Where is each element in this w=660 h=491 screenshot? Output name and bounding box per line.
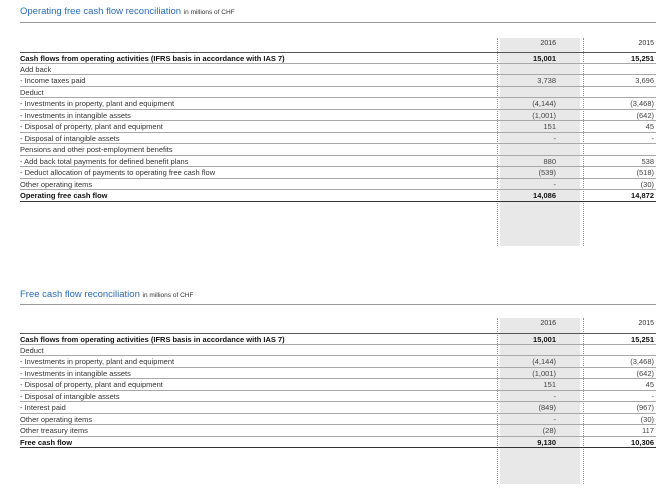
operating-fcf-section	[20, 6, 656, 246]
row-label: Add back	[20, 64, 52, 74]
value-2015: 10,306	[631, 437, 654, 447]
table-row	[20, 167, 656, 179]
value-2015: 14,872	[631, 191, 654, 200]
table-row	[20, 144, 656, 156]
value-2016: 9,130	[537, 437, 556, 447]
value-2015: 15,251	[631, 54, 654, 63]
row-label: - Disposal of intangible assets	[20, 391, 120, 401]
year-2016-header: 2016	[540, 320, 556, 327]
row-label: - Income taxes paid	[20, 76, 86, 85]
table-row	[20, 179, 656, 191]
table-row	[20, 133, 656, 145]
table-row	[20, 156, 656, 168]
row-label: Other operating items	[20, 414, 93, 424]
row-label: Deduct	[20, 87, 44, 97]
title-rule	[20, 22, 656, 23]
value-2016: -	[553, 391, 556, 401]
table-row	[20, 333, 656, 345]
free-cash-flow-table	[20, 333, 656, 448]
table-row	[20, 379, 656, 391]
table-row	[20, 425, 656, 437]
section-unit: in millions of CHF	[142, 292, 194, 299]
value-2016: -	[553, 179, 556, 189]
table-row	[20, 391, 656, 403]
value-2016: (28)	[542, 426, 556, 435]
table-row	[20, 190, 656, 202]
value-2015: (642)	[636, 368, 654, 378]
value-2015: 538	[641, 156, 654, 166]
row-label: Pensions and other post-employment benefits	[20, 145, 173, 154]
value-2016: 14,086	[533, 191, 556, 200]
table-row	[20, 52, 656, 64]
table-row	[20, 64, 656, 76]
table-row	[20, 110, 656, 122]
row-label: Operating free cash flow	[20, 191, 108, 200]
year-2015-header: 2015	[638, 40, 654, 47]
row-label: - Disposal of property, plant and equipment	[20, 380, 163, 389]
title-rule	[20, 304, 656, 305]
section-title	[20, 289, 193, 302]
table-row	[20, 368, 656, 380]
row-label: - Investments in intangible assets	[20, 110, 131, 120]
value-2016: (1,001)	[532, 368, 556, 378]
value-2015: (30)	[640, 414, 654, 424]
value-2015: (518)	[636, 168, 654, 177]
row-label: Free cash flow	[20, 437, 73, 447]
value-2016: 151	[543, 122, 556, 131]
value-2016: 880	[543, 156, 556, 166]
table-row	[20, 87, 656, 99]
value-2016: -	[553, 133, 556, 143]
value-2016: 15,001	[533, 54, 556, 63]
year-2015-header: 2015	[638, 320, 654, 327]
table-row	[20, 98, 656, 110]
value-2015: -	[651, 391, 654, 401]
value-2015: 45	[645, 380, 654, 389]
value-2015: -	[651, 133, 654, 143]
row-label: - Investments in property, plant and equipment	[20, 99, 175, 108]
value-2016: 15,001	[533, 335, 556, 344]
table-row	[20, 414, 656, 426]
value-2015: (967)	[636, 403, 654, 412]
value-2016: 3,738	[537, 76, 556, 85]
row-label: Deduct	[20, 345, 44, 355]
row-label: - Add back total payments for defined benefit plans	[20, 156, 189, 166]
operating-fcf-table	[20, 52, 656, 202]
value-2016: (4,144)	[532, 99, 556, 108]
value-2016: (4,144)	[532, 357, 556, 366]
table-row	[20, 402, 656, 414]
table-row	[20, 356, 656, 368]
value-2015: 15,251	[631, 335, 654, 344]
row-label: - Investments in intangible assets	[20, 368, 131, 378]
value-2015: (3,468)	[630, 99, 654, 108]
value-2016: -	[553, 414, 556, 424]
row-label: - Disposal of intangible assets	[20, 133, 120, 143]
row-label: Cash flows from operating activities (IFRS basis in accordance with IAS 7)	[20, 335, 285, 344]
row-label: - Deduct allocation of payments to operating free cash flow	[20, 168, 216, 177]
value-2015: (642)	[636, 110, 654, 120]
row-label: Other operating items	[20, 179, 93, 189]
table-row	[20, 437, 656, 449]
section-title-text: Operating free cash flow reconciliation	[20, 6, 182, 17]
value-2015: (3,468)	[630, 357, 654, 366]
table-row	[20, 121, 656, 133]
row-label: Other treasury items	[20, 426, 88, 435]
section-title	[20, 6, 235, 19]
row-label: - Investments in property, plant and equipment	[20, 357, 175, 366]
year-2016-header: 2016	[540, 40, 556, 47]
value-2016: (849)	[538, 403, 556, 412]
value-2015: 3,696	[635, 76, 654, 85]
table-row	[20, 75, 656, 87]
table-row	[20, 345, 656, 357]
section-unit: in millions of CHF	[183, 9, 235, 16]
value-2016: (539)	[538, 168, 556, 177]
value-2015: (30)	[640, 179, 654, 189]
row-label: Cash flows from operating activities (IFRS basis in accordance with IAS 7)	[20, 54, 285, 63]
value-2015: 45	[645, 122, 654, 131]
section-title-text: Free cash flow reconciliation	[20, 289, 140, 300]
value-2016: 151	[543, 380, 556, 389]
free-cash-flow-section	[20, 289, 656, 487]
value-2016: (1,001)	[532, 110, 556, 120]
value-2015: 117	[642, 426, 654, 435]
row-label: - Interest paid	[20, 403, 66, 412]
row-label: - Disposal of property, plant and equipment	[20, 122, 163, 131]
